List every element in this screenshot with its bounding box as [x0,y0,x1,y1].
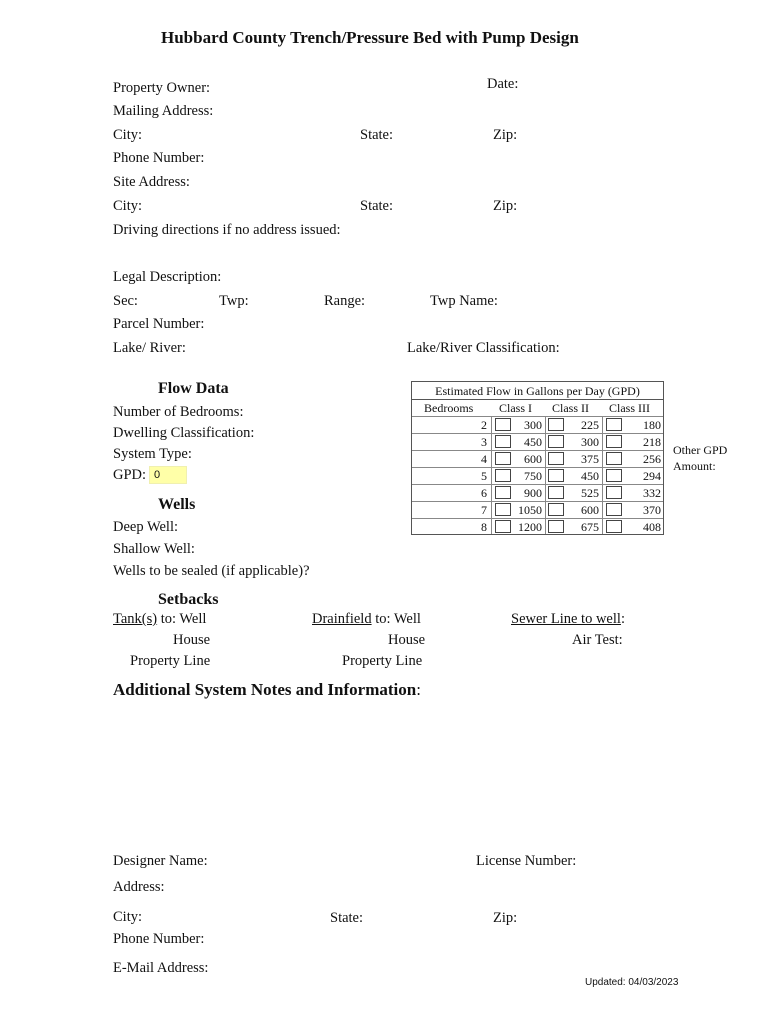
legal-description-label: Legal Description: [113,269,222,285]
class2-cell: 225 [581,418,599,432]
class1-cell: 900 [524,486,542,500]
class2-cell: 675 [581,520,599,534]
lake-river-classification-label: Lake/River Classification: [407,340,560,356]
bedrooms-cell: 8 [481,520,487,534]
class2-checkbox[interactable] [548,418,564,431]
class3-cell: 218 [643,435,661,449]
notes-heading-colon: : [416,680,421,699]
bedrooms-cell: 3 [481,435,487,449]
class1-checkbox[interactable] [495,435,511,448]
class2-checkbox[interactable] [548,469,564,482]
wells-heading: Wells [158,496,196,513]
class2-cell: 300 [581,435,599,449]
class3-checkbox[interactable] [606,469,622,482]
dwelling-classification-label: Dwelling Classification: [113,425,255,441]
designer-email-label: E-Mail Address: [113,960,209,976]
drainfield-label: Drainfield [312,611,372,627]
class2-cell: 375 [581,452,599,466]
header-bedrooms: Bedrooms [424,401,474,415]
twp-label: Twp: [219,293,249,309]
header-class-2: Class II [552,401,589,415]
bedrooms-cell: 7 [481,503,487,517]
class1-cell: 450 [524,435,542,449]
tanks-house-label: House [173,632,211,648]
other-gpd-line2: Amount: [673,459,716,473]
tanks-label: Tank(s) [113,611,158,627]
designer-phone-label: Phone Number: [113,931,205,947]
class1-checkbox[interactable] [495,520,511,533]
bedrooms-cell: 6 [481,486,487,500]
flow-table-row [412,416,663,434]
setbacks-heading: Setbacks [158,591,219,608]
designer-zip-label: Zip: [493,910,518,926]
class3-checkbox[interactable] [606,503,622,516]
drainfield-house-label: House [388,632,426,648]
sewer-line-text: Sewer Line to well [511,611,621,627]
class3-checkbox[interactable] [606,486,622,499]
class1-cell: 750 [524,469,542,483]
flow-table-row [412,450,663,468]
site-zip-label: Zip: [493,198,518,214]
drainfield-to-well-text: to: Well [371,611,421,627]
updated-date: Updated: 04/03/2023 [585,977,679,988]
flow-table-row [412,484,663,502]
flow-table-row [412,433,663,451]
class1-cell: 300 [524,418,542,432]
city-label: City: [113,127,143,143]
date-label: Date: [487,76,519,92]
class2-cell: 600 [581,503,599,517]
site-city-label: City: [113,198,143,214]
notes-heading [113,680,421,700]
sewer-line-colon: : [620,611,625,627]
gpd-label: GPD: [113,467,147,483]
bedrooms-cell: 4 [481,452,487,466]
class1-checkbox[interactable] [495,452,511,465]
property-owner-label: Property Owner: [113,80,211,96]
class2-checkbox[interactable] [548,486,564,499]
notes-heading-text: Additional System Notes and Information [113,680,417,699]
wells-sealed-label: Wells to be sealed (if applicable)? [113,563,310,579]
tanks-to-well-label [113,611,206,628]
system-type-label: System Type: [113,446,192,462]
designer-address-label: Address: [113,879,165,895]
class3-cell: 370 [643,503,661,517]
twp-name-label: Twp Name: [430,293,498,309]
drainfield-property-line-label: Property Line [342,653,423,669]
state-label: State: [360,127,394,143]
class3-cell: 256 [643,452,661,466]
flow-table-row [412,467,663,485]
page-title: Hubbard County Trench/Pressure Bed with Pump Design [161,28,579,47]
site-address-label: Site Address: [113,174,190,190]
shallow-well-label: Shallow Well: [113,541,195,557]
range-label: Range: [324,293,366,309]
bedrooms-cell: 2 [481,418,487,432]
sec-label: Sec: [113,293,138,309]
class2-checkbox[interactable] [548,452,564,465]
mailing-address-label: Mailing Address: [113,103,214,119]
class3-checkbox[interactable] [606,418,622,431]
drainfield-to-well-label [312,611,421,628]
class2-checkbox[interactable] [548,503,564,516]
class3-cell: 408 [643,520,661,534]
class1-cell: 1200 [518,520,542,534]
class2-checkbox[interactable] [548,520,564,533]
zip-label: Zip: [493,127,518,143]
class1-checkbox[interactable] [495,418,511,431]
designer-state-label: State: [330,910,364,926]
class3-cell: 294 [643,469,661,483]
class3-cell: 332 [643,486,661,500]
license-number-label: License Number: [476,853,577,869]
site-state-label: State: [360,198,394,214]
class2-checkbox[interactable] [548,435,564,448]
class3-checkbox[interactable] [606,520,622,533]
class3-checkbox[interactable] [606,452,622,465]
tanks-to-well-text: to: Well [157,611,207,627]
parcel-number-label: Parcel Number: [113,316,205,332]
class2-cell: 525 [581,486,599,500]
sewer-line-label [511,611,625,628]
bedrooms-label: Number of Bedrooms: [113,404,244,420]
class1-cell: 1050 [518,503,542,517]
class2-cell: 450 [581,469,599,483]
directions-label: Driving directions if no address issued: [113,222,341,238]
header-class-3: Class III [609,401,650,415]
other-gpd-line1: Other GPD [673,443,728,457]
class1-checkbox[interactable] [495,469,511,482]
flow-table-caption: Estimated Flow in Gallons per Day (GPD) [435,384,640,398]
designer-name-label: Designer Name: [113,853,208,869]
bedrooms-cell: 5 [481,469,487,483]
designer-city-label: City: [113,909,143,925]
class3-cell: 180 [643,418,661,432]
deep-well-label: Deep Well: [113,519,179,535]
gpd-field[interactable]: 0 [149,466,187,484]
other-gpd-label [673,442,727,474]
lake-river-label: Lake/ River: [113,340,186,356]
flow-table-row [412,501,663,519]
class1-cell: 600 [524,452,542,466]
flow-table [411,381,664,535]
tanks-property-line-label: Property Line [130,653,211,669]
air-test-label: Air Test: [572,632,623,648]
flow-data-heading: Flow Data [158,380,229,397]
class3-checkbox[interactable] [606,435,622,448]
phone-label: Phone Number: [113,150,205,166]
class1-checkbox[interactable] [495,503,511,516]
class1-checkbox[interactable] [495,486,511,499]
header-class-1: Class I [499,401,532,415]
flow-table-row [412,518,663,536]
